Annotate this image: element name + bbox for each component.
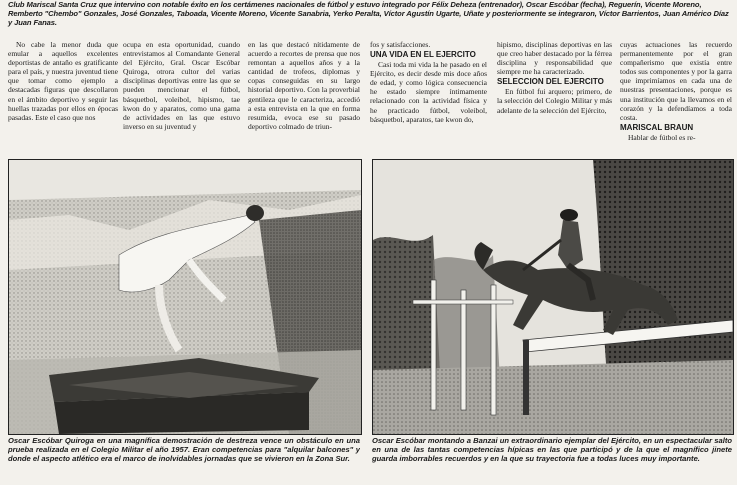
left-photo-caption: Oscar Escóbar Quiroga en una magnífica demostración de destreza vence un obstáculo en una prueba realizada en el Colegio Militar el año 1957. Eran competencias para "alquilar balcones" y donde el aspecto atlético era el marco de inolvidables jornadas que se vivieron en la Zona Sur. [8, 436, 360, 464]
column-3-text: en las que destacó nítidamente de acuerdo a recortes de prensa que nos remontan a aquellos años y a la cantidad de trofeos, diplomas y copas conseguidas en su largo historial deportivo. Con la proverbial gentileza que le caracteriza, accedió a esta entrevista en la que en forma resumida, evoca ese su pasado deportivo colmado de triun- [248, 40, 360, 131]
column-5-text-b: En fútbol fui arquero; primero, de la selección del Colegio Militar y más adelante de la selección del Ejército, [497, 87, 612, 115]
right-photo-caption: Oscar Escóbar montando a Banzai un extraordinario ejemplar del Ejército, en un espectacular salto en una de las tantas competencias hípicas en las que participó y de la que el magnífico jinete guarda imborrables recuerdos y en la que su trayectoria fue a todas luces muy importante. [372, 436, 732, 464]
column-1-text: No cabe la menor duda que emular a aquellos excelentes deportistas de antaño es gratificante para el país, y nuestra juventud tiene que tomar como ejemplo a destacadas figuras que descollaron en el ámbito deportivo y seguir las huellas trazadas por ellos en épocas pasadas. Este el caso que nos [8, 40, 118, 122]
article-column-4 [370, 40, 487, 155]
subheading-vida-ejercito: UNA VIDA EN EL EJERCITO [370, 50, 476, 60]
vault-photo-illustration [9, 160, 361, 434]
column-2-text: ocupa en esta oportunidad, cuando entrevistamos al Comandante General del Ejército, Gral. Oscar Escóbar Quiroga, otrora cultor del varias disciplinas deportivas entre las que se pueden mencionar el fútbol, básquetbol, voleibol, hipismo, tae kwon do y aparatos, como una gama de actividades en las que estuvo inverso en su juventud y [123, 40, 240, 131]
subheading-mariscal-braun: MARISCAL BRAUN [620, 122, 694, 132]
article-column-2 [123, 40, 240, 155]
photo-vault-obstacle [8, 159, 362, 435]
column-5-text-a: hipismo, disciplinas deportivas en las que creo haber destacado por la férrea disciplina y responsabilidad que siempre me ha caracterizado. [497, 40, 612, 77]
horse-jump-photo-illustration [373, 160, 733, 434]
column-6-text-b: Hablar de fútbol es re- [628, 132, 696, 142]
article-column-5 [497, 40, 612, 155]
column-6-text-a: cuyas actuaciones las recuerdo permanentemente por el gran compañerismo que existía entre todos sus componentes y por la garra que imprimíamos en cada una de nuestras presentaciones, porque es una institución que la llevamos en el corazón y la defendíamos a toda costa. [620, 40, 732, 122]
column-4-text-b: Casi toda mi vida la he pasado en el Ejército, es decir desde mis doce años de edad, y como lógica consecuencia he estado siempre íntimamente relacionado con la actividad física y he practicado fútbol, voleibol, básquetbol, aparatos, tae kwon do, [370, 60, 487, 124]
article-column-3 [248, 40, 360, 155]
column-4-text-a: fos y satisfacciones. [370, 40, 431, 49]
top-photo-caption: Club Mariscal Santa Cruz que intervino con notable éxito en los certámenes nacionales de fútbol y estuvo integrado por Félix Deheza (entrenador), Oscar Escóbar (fecha), Reguerín, Vicente Moreno, Remberto "Chembo" Gonzales, José Gonzales, Taboada, Vicente Moreno, Vicente Sanabria, Yerko Peralta, Víctor Agustín Ugarte, Uñate y posteriormente se integraron, Víctor Barrientos, Juan Américo Díaz y Juan Fanas. [8, 0, 729, 28]
article-column-1 [8, 40, 118, 155]
article-column-6 [620, 40, 732, 155]
photo-horse-jump [372, 159, 734, 435]
subheading-seleccion-ejercito: SELECCION DEL EJERCITO [497, 77, 604, 87]
